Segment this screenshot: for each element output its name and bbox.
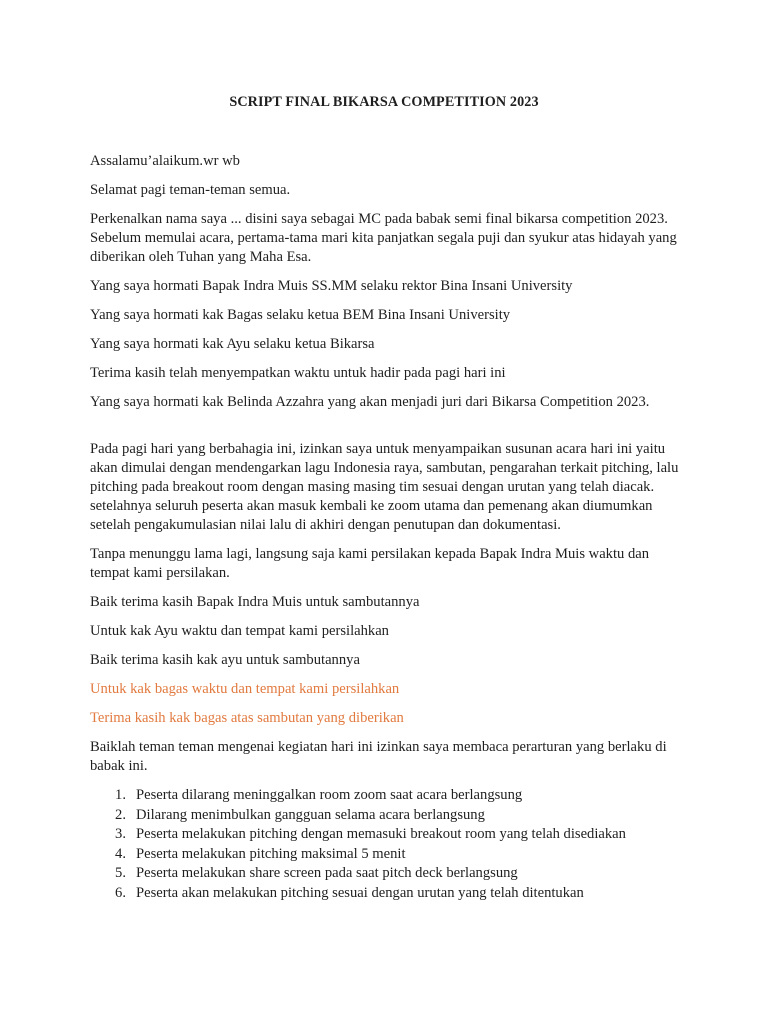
document-title: SCRIPT FINAL BIKARSA COMPETITION 2023: [229, 94, 539, 110]
list-number: 1.: [115, 787, 126, 803]
greeting: Assalamu’alaikum.wr wb: [90, 153, 240, 169]
list-item: [90, 825, 690, 845]
honor-bem-chair: Yang saya hormati kak Bagas selaku ketua BEM Bina Insani University: [90, 307, 511, 323]
agenda-paragraph: Pada pagi hari yang berbahagia ini, izinkan saya untuk menyampaikan susunan acara hari ini yaitu akan dimulai dengan mendengarkan lagu Indonesia raya, sambutan, pengarahan terkait pitching, lalu pitching pada breakout room dengan masing masing tim sesuai dengan urutan yang telah diacak. setelahnya seluruh peserta akan masuk kembali ke zoom utama dan pemenang akan diumumkan setelah pengakumulasian nilai lalu di akhiri dengan penutupan dan dokumentasi.: [90, 441, 679, 533]
greeting-morning: Selamat pagi teman-teman semua.: [90, 182, 291, 198]
rules-list: [90, 786, 690, 904]
spacer: [90, 422, 690, 440]
invite-ayu: Untuk kak Ayu waktu dan tempat kami persilahkan: [90, 623, 389, 639]
list-text: Peserta melakukan pitching dengan memasuki breakout room yang telah disediakan: [136, 826, 626, 843]
honor-rector: Yang saya hormati Bapak Indra Muis SS.MM selaku rektor Bina Insani University: [90, 278, 573, 294]
thanks-ayu: Baik terima kasih kak ayu untuk sambutannya: [90, 652, 360, 668]
list-item: [90, 884, 690, 904]
invite-rector: Tanpa menunggu lama lagi, langsung saja kami persilakan kepada Bapak Indra Muis waktu dan tempat kami persilakan.: [90, 546, 650, 581]
list-text: Peserta melakukan share screen pada saat pitch deck berlangsung: [136, 865, 518, 882]
list-text: Peserta dilarang meninggalkan room zoom saat acara berlangsung: [136, 787, 523, 803]
list-item: [90, 845, 690, 865]
thanks-bagas: Terima kasih kak bagas atas sambutan yang diberikan: [90, 710, 404, 726]
rules-intro: Baiklah teman teman mengenai kegiatan hari ini izinkan saya membaca perarturan yang berlaku di babak ini.: [90, 739, 667, 774]
list-number: 3.: [115, 826, 126, 843]
list-text: Dilarang menimbulkan gangguan selama acara berlangsung: [136, 806, 485, 823]
list-number: 4.: [115, 845, 126, 862]
list-item: [90, 864, 690, 884]
honor-bikarsa-chair: Yang saya hormati kak Ayu selaku ketua Bikarsa: [90, 336, 375, 352]
list-item: [90, 806, 690, 826]
list-number: 6.: [115, 884, 126, 901]
list-number: 5.: [115, 865, 126, 882]
thanks-rector: Baik terima kasih Bapak Indra Muis untuk sambutannya: [90, 594, 420, 610]
invite-bagas: Untuk kak bagas waktu dan tempat kami persilahkan: [90, 681, 400, 697]
thanks-attendance: Terima kasih telah menyempatkan waktu untuk hadir pada pagi hari ini: [90, 365, 506, 381]
document-body: [90, 152, 690, 904]
honor-judge: Yang saya hormati kak Belinda Azzahra yang akan menjadi juri dari Bikarsa Competition 2023.: [90, 394, 650, 410]
list-number: 2.: [115, 806, 126, 823]
list-text: Peserta melakukan pitching maksimal 5 menit: [136, 845, 406, 862]
list-item: [90, 786, 690, 806]
list-text: Peserta akan melakukan pitching sesuai dengan urutan yang telah ditentukan: [136, 884, 584, 901]
introduction-paragraph: Perkenalkan nama saya ... disini saya sebagai MC pada babak semi final bikarsa competition 2023. Sebelum memulai acara, pertama-tama mari kita panjatkan segala puji dan syukur atas hidayah yang diberikan oleh Tuhan yang Maha Esa.: [90, 211, 677, 265]
